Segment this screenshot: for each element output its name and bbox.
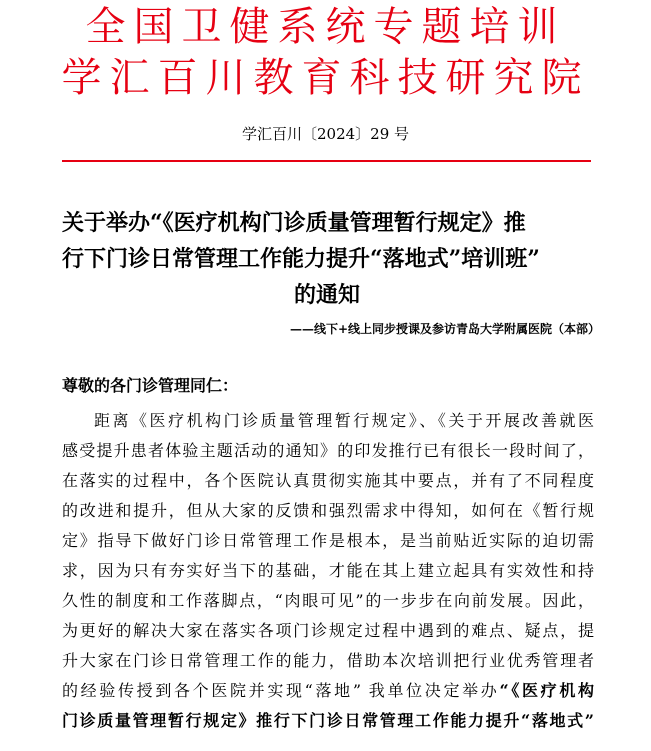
institution-header-line-1: 全国卫健系统专题培训	[85, 4, 566, 50]
body-line-bold	[62, 706, 594, 736]
body-line-bold-part: 门诊质量管理暂行规定》推行下门诊日常管理工作能力提升“落地式”	[62, 711, 594, 730]
notice-title-line-2: 行下门诊日常管理工作能力提升“落地式”培训班”	[62, 246, 540, 272]
body-line: 距离《医疗机构门诊质量管理暂行规定》、《关于开展改善就医	[94, 411, 594, 430]
notice-body	[62, 406, 594, 736]
notice-title-line-3: 的通知	[293, 282, 360, 308]
body-line: 感受提升患者体验主题活动的通知》的印发推行已有很长一段时间了，	[62, 441, 594, 460]
red-divider-line	[62, 160, 591, 162]
body-line: 久性的制度和工作落脚点，“肉眼可见”的一步步在向前发展。因此，	[62, 591, 594, 610]
body-line: 求，因为只有夯实好当下的基础，才能在其上建立起具有实效性和持	[62, 561, 594, 580]
institution-header-line-2: 学汇百川教育科技研究院	[61, 55, 590, 101]
body-line-bold-part: “《医疗机构	[499, 681, 594, 700]
salutation: 尊敬的各门诊管理同仁：	[62, 376, 239, 395]
notice-title	[62, 205, 592, 313]
document-number: 学汇百川〔2024〕29 号	[241, 125, 410, 143]
body-line: 的改进和提升，但从大家的反馈和强烈需求中得知，如何在《暂行规	[62, 501, 594, 520]
notice-subtitle: ——线下+线上同步授课及参访青岛大学附属医院（本部）	[290, 322, 601, 336]
body-line: 定》指导下做好门诊日常管理工作是根本，是当前贴近实际的迫切需	[62, 531, 594, 550]
notice-title-line-1: 关于举办“《医疗机构门诊质量管理暂行规定》推	[62, 210, 526, 236]
body-line: 为更好的解决大家在落实各项门诊规定过程中遇到的难点、疑点，提	[62, 621, 594, 640]
body-line: 在落实的过程中，各个医院认真贯彻实施其中要点，并有了不同程度	[62, 471, 594, 490]
body-line: 升大家在门诊日常管理工作的能力，借助本次培训把行业优秀管理者	[62, 651, 594, 670]
body-line-plain-part: 的经验传授到各个医院并实现“落地” 我单位决定举办	[62, 681, 500, 700]
body-line-mixed	[62, 676, 594, 706]
